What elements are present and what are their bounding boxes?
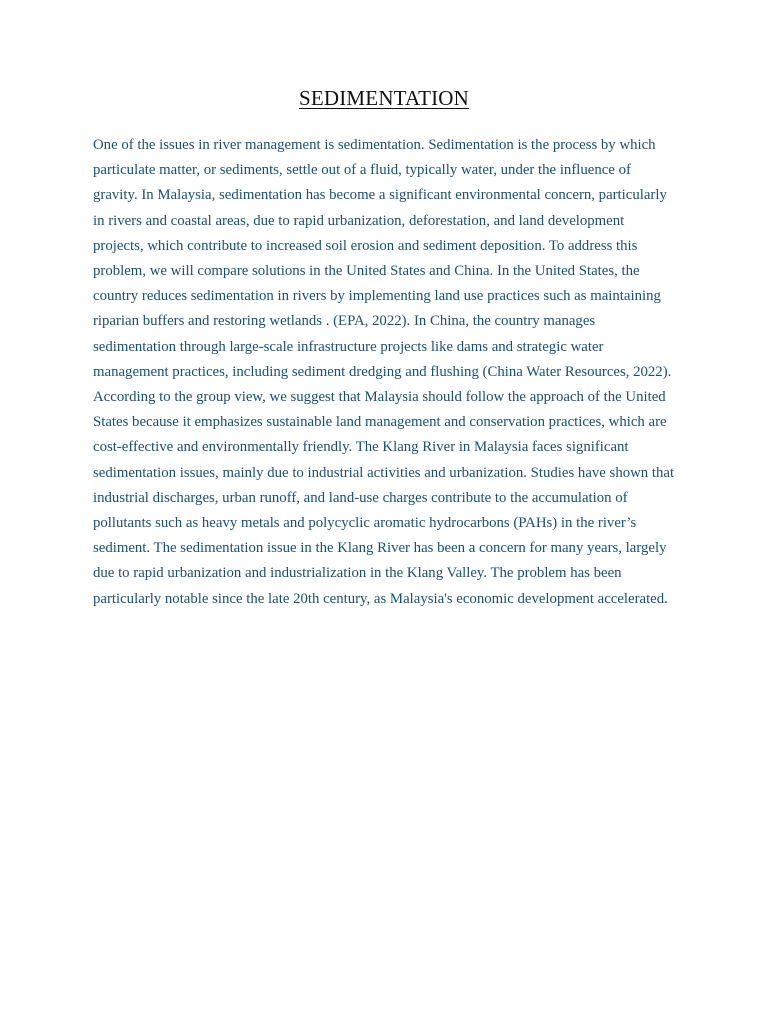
body-paragraph: One of the issues in river management is sedimentation. Sedimentation is the process by which particulate matter, or sediments, settle out of a fluid, typically water, under the influence of gravity. In Malaysia, sedimentation has become a significant environmental concern, particularly in rivers and coastal areas, due to rapid urbanization, deforestation, and land development projects, which contribute to increased soil erosion and sediment deposition. To address this problem, we will compare solutions in the United States and China. In the United States, the country reduces sedimentation in rivers by implementing land use practices such as maintaining riparian buffers and restoring wetlands . (EPA, 2022). In China, the country manages sedimentation through large-scale infrastructure projects like dams and strategic water management practices, including sediment dredging and flushing (China Water Resources, 2022). According to the group view, we suggest that Malaysia should follow the approach of the United States because it emphasizes sustainable land management and conservation practices, which are cost-effective and environmentally friendly. The Klang River in Malaysia faces significant sedimentation issues, mainly due to industrial activities and urbanization. Studies have shown that industrial discharges, urban runoff, and land-use charges contribute to the accumulation of pollutants such as heavy metals and polycyclic aromatic hydrocarbons (PAHs) in the river’s sediment. The sedimentation issue in the Klang River has been a concern for many years, largely due to rapid urbanization and industrialization in the Klang Valley. The problem has been particularly notable since the late 20th century, as Malaysia's economic development accelerated. [93,137,675,607]
page-title: SEDIMENTATION [298,86,470,110]
